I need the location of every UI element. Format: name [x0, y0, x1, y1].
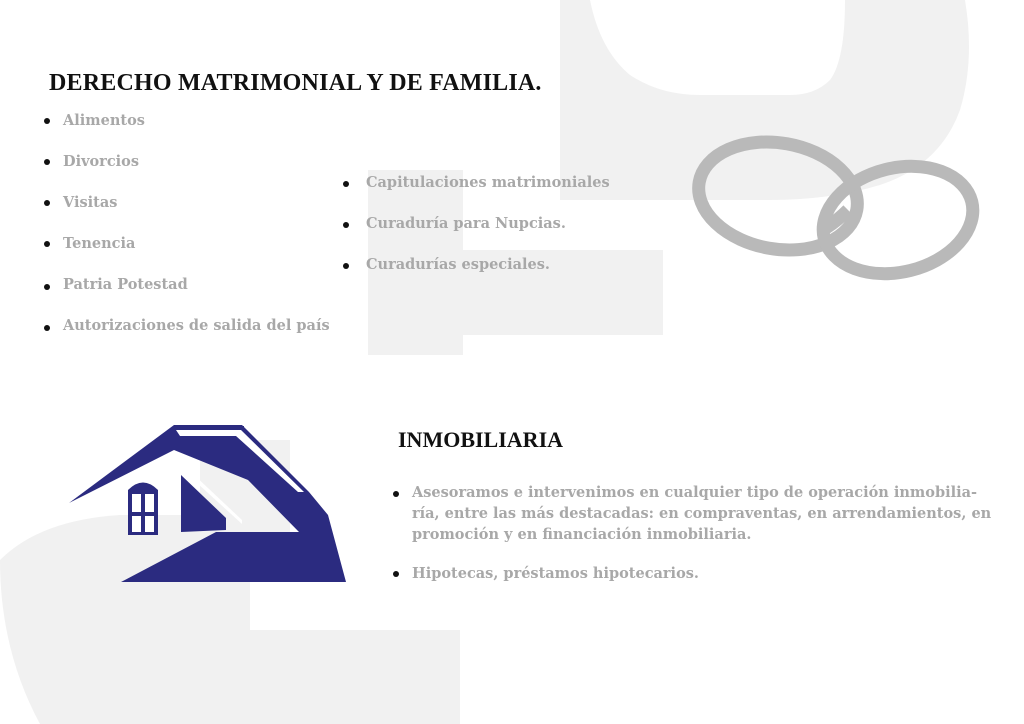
- paragraph-line: promoción y en financiación inmobiliaria.: [412, 526, 752, 543]
- bullet-icon: [44, 284, 50, 290]
- real-estate-paragraph: [412, 482, 992, 545]
- bullet-icon: [44, 200, 50, 206]
- bullet-icon: [393, 491, 399, 497]
- bullet-icon: [343, 263, 349, 269]
- list-item: Curaduría para Nupcias.: [366, 215, 566, 232]
- list-item: Autorizaciones de salida del país: [63, 317, 330, 334]
- bullet-icon: [393, 571, 399, 577]
- list-item: Alimentos: [63, 112, 145, 129]
- bullet-icon: [44, 159, 50, 165]
- bullet-icon: [44, 241, 50, 247]
- list-item: Visitas: [63, 194, 118, 211]
- wedding-rings-icon: [688, 128, 988, 288]
- house-icon: [66, 420, 356, 590]
- bullet-icon: [44, 118, 50, 124]
- list-item: Hipotecas, préstamos hipotecarios.: [412, 565, 699, 582]
- paragraph-line: ría, entre las más destacadas: en compraventas, en arrendamientos, en: [412, 505, 992, 522]
- bullet-icon: [343, 181, 349, 187]
- bullet-icon: [44, 325, 50, 331]
- bullet-icon: [343, 222, 349, 228]
- paragraph-line: Asesoramos e intervenimos en cualquier tipo de operación inmobilia-: [412, 484, 978, 501]
- list-item: Curadurías especiales.: [366, 256, 550, 273]
- list-item: Tenencia: [63, 235, 136, 252]
- list-item: Divorcios: [63, 153, 139, 170]
- family-law-heading: DERECHO MATRIMONIAL Y DE FAMILIA.: [49, 70, 542, 96]
- list-item: Patria Potestad: [63, 276, 188, 293]
- list-item: Capitulaciones matrimoniales: [366, 174, 610, 191]
- real-estate-heading: INMOBILIARIA: [398, 427, 564, 452]
